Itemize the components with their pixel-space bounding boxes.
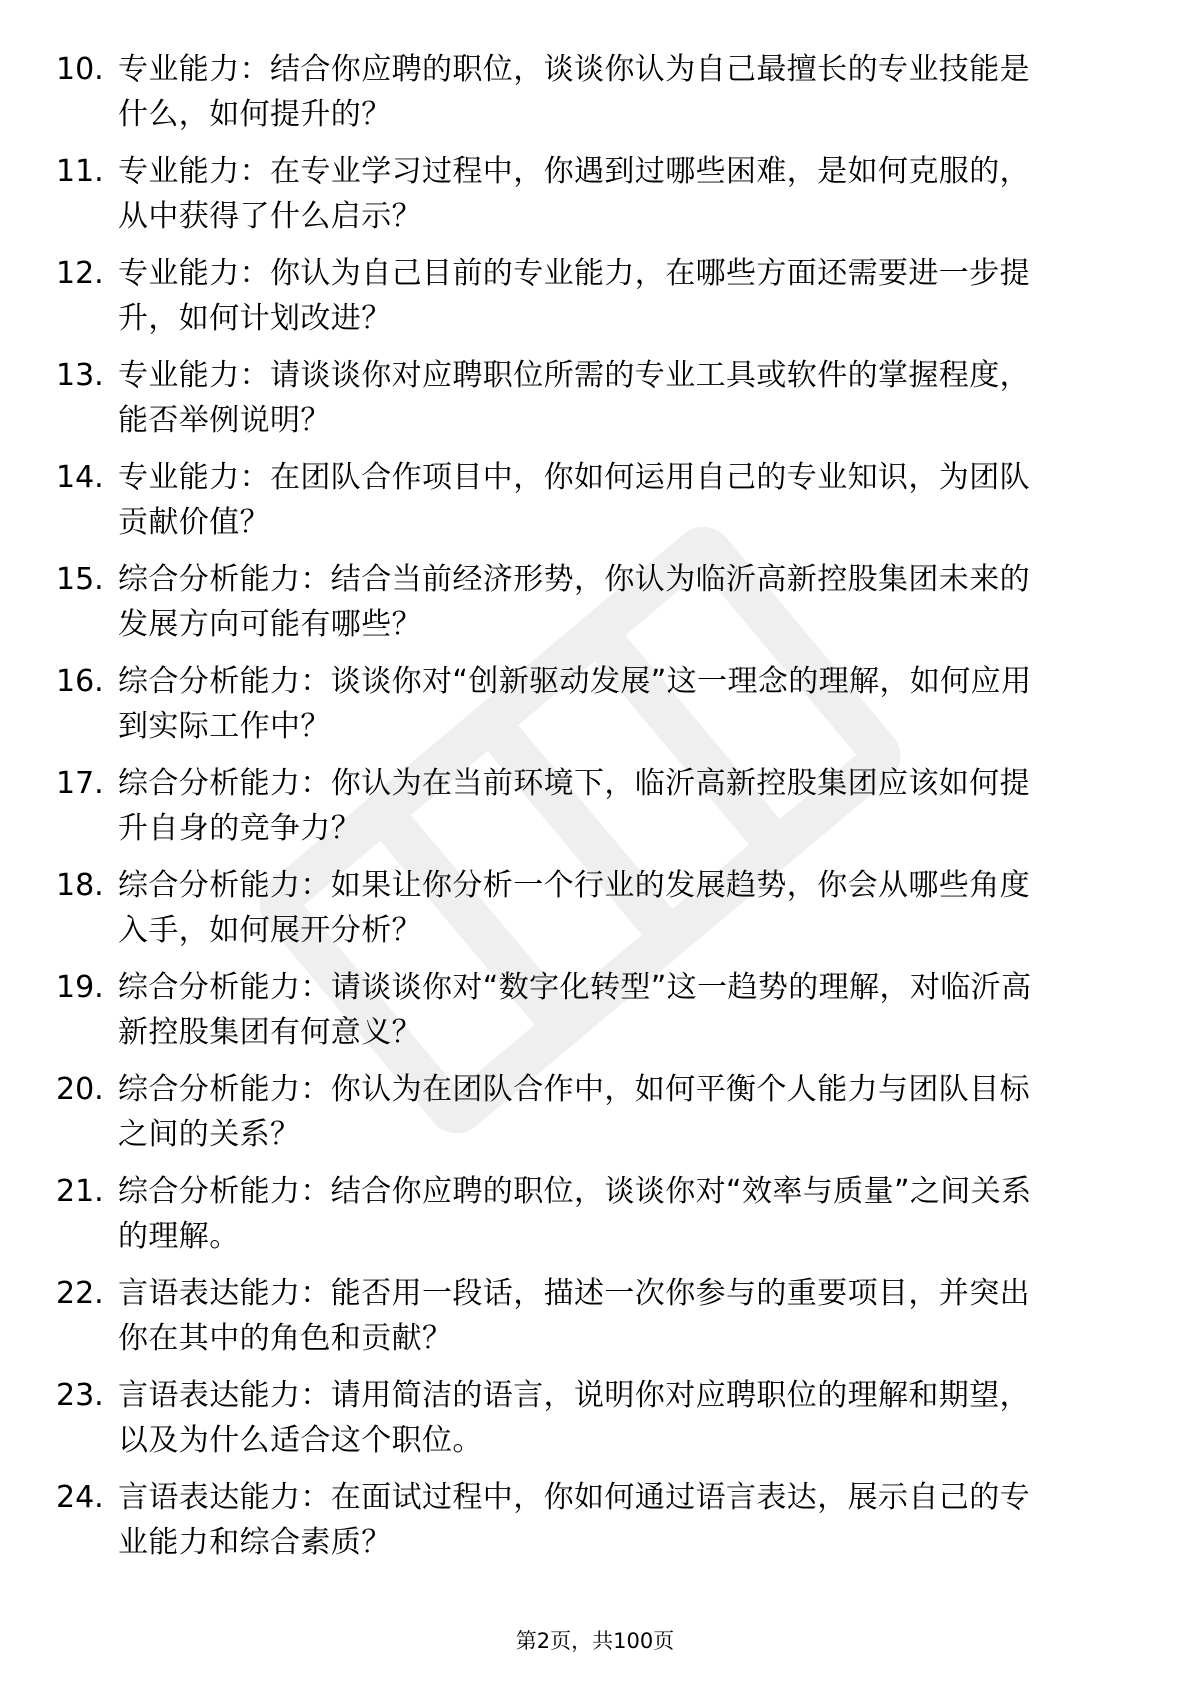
question-item [0, 455, 1190, 557]
question-number: 14. [56, 460, 104, 495]
question-number: 19. [56, 970, 104, 1005]
question-number: 17. [56, 766, 104, 801]
question-number: 16. [56, 664, 104, 699]
question-number: 23. [56, 1378, 104, 1413]
question-item [0, 149, 1190, 251]
question-number: 20. [56, 1072, 104, 1107]
question-item [0, 353, 1190, 455]
question-number: 11. [56, 154, 104, 189]
page-number-label: 第2页，共100页 [515, 1629, 675, 1653]
question-number: 15. [56, 562, 104, 597]
question-item [0, 965, 1190, 1067]
question-item [0, 863, 1190, 965]
question-text: 综合分析能力：结合当前经济形势，你认为临沂高新控股集团未来的发展方向可能有哪些？ [118, 562, 1030, 642]
question-item [0, 251, 1190, 353]
question-text: 专业能力：你认为自己目前的专业能力，在哪些方面还需要进一步提升，如何计划改进？ [118, 256, 1030, 336]
question-text: 专业能力：在专业学习过程中，你遇到过哪些困难，是如何克服的，从中获得了什么启示？ [118, 154, 1030, 234]
question-number: 10. [56, 52, 104, 87]
page-footer [0, 1626, 1190, 1656]
question-text: 综合分析能力：谈谈你对“创新驱动发展”这一理念的理解，如何应用到实际工作中？ [118, 664, 1032, 744]
question-text: 专业能力：请谈谈你对应聘职位所需的专业工具或软件的掌握程度，能否举例说明？ [118, 358, 1030, 438]
question-number: 13. [56, 358, 104, 393]
question-text: 言语表达能力：请用简洁的语言，说明你对应聘职位的理解和期望，以及为什么适合这个职位。 [118, 1378, 1030, 1458]
question-item [0, 47, 1190, 149]
question-text: 综合分析能力：请谈谈你对“数字化转型”这一趋势的理解，对临沂高新控股集团有何意义？ [118, 970, 1032, 1050]
question-list [0, 47, 1190, 1577]
question-text: 言语表达能力：能否用一段话，描述一次你参与的重要项目，并突出你在其中的角色和贡献？ [118, 1276, 1030, 1356]
question-text: 综合分析能力：你认为在当前环境下，临沂高新控股集团应该如何提升自身的竞争力？ [118, 766, 1030, 846]
question-item [0, 1475, 1190, 1577]
question-text: 专业能力：在团队合作项目中，你如何运用自己的专业知识，为团队贡献价值？ [118, 460, 1030, 540]
question-item [0, 1271, 1190, 1373]
question-text: 言语表达能力：在面试过程中，你如何通过语言表达，展示自己的专业能力和综合素质？ [118, 1480, 1030, 1560]
question-text: 专业能力：结合你应聘的职位，谈谈你认为自己最擅长的专业技能是什么，如何提升的？ [118, 52, 1030, 132]
question-text: 综合分析能力：结合你应聘的职位，谈谈你对“效率与质量”之间关系的理解。 [118, 1174, 1032, 1254]
question-number: 18. [56, 868, 104, 903]
question-number: 22. [56, 1276, 104, 1311]
question-item [0, 557, 1190, 659]
question-item [0, 659, 1190, 761]
question-text: 综合分析能力：你认为在团队合作中，如何平衡个人能力与团队目标之间的关系？ [118, 1072, 1030, 1152]
question-number: 21. [56, 1174, 104, 1209]
question-item [0, 1373, 1190, 1475]
question-item [0, 1169, 1190, 1271]
question-number: 24. [56, 1480, 104, 1515]
question-item [0, 761, 1190, 863]
question-number: 12. [56, 256, 104, 291]
question-item [0, 1067, 1190, 1169]
question-text: 综合分析能力：如果让你分析一个行业的发展趋势，你会从哪些角度入手，如何展开分析？ [118, 868, 1030, 948]
